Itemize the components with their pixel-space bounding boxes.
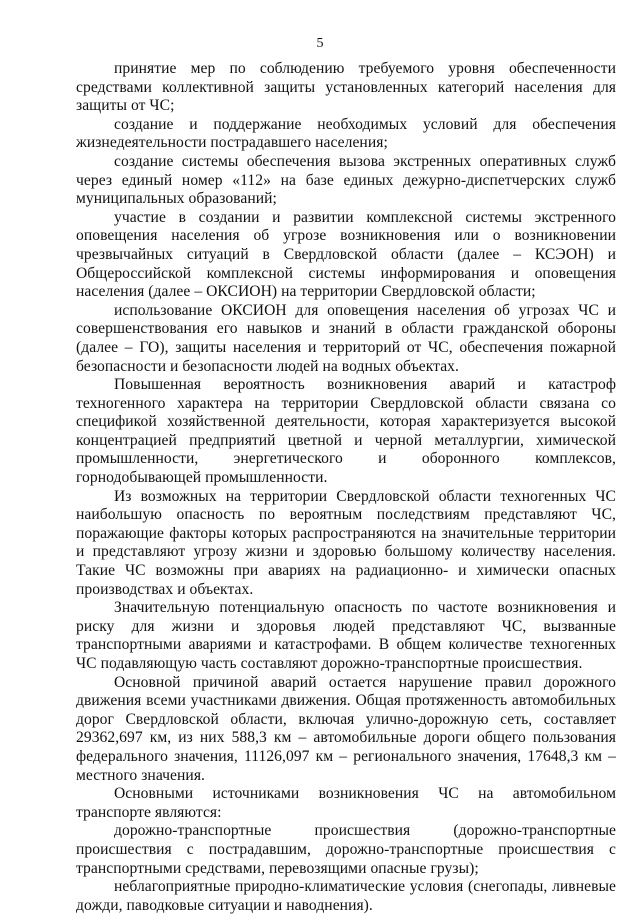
paragraph: участие в создании и развитии комплексной системы экстренного оповещения населения об угрозе возникновения или о возникновении чрезвычайных ситуаций в Свердловской области (далее – КСЭОН) и Общероссийской комплексной системы информирования и оповещения населения (далее – ОКСИОН) на территории Свердловской области; — [76, 208, 616, 301]
paragraph: создание системы обеспечения вызова экстренных оперативных служб через единый номер «112» на базе единых дежурно-диспетчерских служб муниципальных образований; — [76, 152, 616, 208]
paragraph: Из возможных на территории Свердловской области техногенных ЧС наибольшую опасность по вероятным последствиям представляют ЧС, поражающие факторы которых распространяются на значительные территории и представляют угрозу жизни и здоровью большому количеству населения. Такие ЧС возможны при авариях на радиационно- и химически опасных производствах и объектах. — [76, 487, 616, 598]
paragraph: создание и поддержание необходимых условий для обеспечения жизнедеятельности пострадавшего населения; — [76, 115, 616, 152]
paragraph: Основными источниками возникновения ЧС на автомобильном транспорте являются: — [76, 785, 616, 821]
paragraph: Значительную потенциальную опасность по частоте возникновения и риску для жизни и здоровья людей представляют ЧС, вызванные транспортными авариями и катастрофами. В общем количестве техногенных ЧС подавляющую часть составляют дорожно-транспортные происшествия. — [76, 599, 616, 672]
paragraph: дорожно-транспортные происшествия (дорожно-транспортные происшествия с пострадавшим, дорожно-транспортные происшествия с транспортными средствами, перевозящими опасные грузы); — [76, 822, 616, 877]
paragraph: принятие мер по соблюдению требуемого уровня обеспеченности средствами коллективной защиты установленных категорий населения для защиты от ЧС; — [76, 60, 616, 115]
paragraph: использование ОКСИОН для оповещения населения об угрозах ЧС и совершенствования его навыков и знаний в области гражданской обороны (далее – ГО), защиты населения и территорий от ЧС, обеспечения пожарной безопасности и безопасности людей на водных объектах. — [76, 301, 616, 375]
paragraph: неблагоприятные природно-климатические условия (снегопады, ливневые дожди, паводковые ситуации и наводнения). — [76, 878, 616, 914]
document-body — [76, 60, 616, 915]
paragraph: Повышенная вероятность возникновения аварий и катастроф техногенного характера на территории Свердловской области связана со спецификой хозяйственной деятельности, которая характеризуется высокой концентрацией предприятий цветной и черной металлургии, химической промышленности, энергетического и оборонного комплексов, горнодобывающей промышленности. — [76, 376, 616, 487]
paragraph: Основной причиной аварий остается нарушение правил дорожного движения всеми участниками движения. Общая протяженность автомобильных дорог Свердловской области, включая улично-дорожную сеть, составляет 29362,697 км, из них 588,3 км – автомобильные дороги общего пользования федерального значения, 11126,097 км – регионального значения, 17648,3 км – местного значения. — [76, 673, 616, 784]
page-number: 5 — [316, 36, 324, 51]
